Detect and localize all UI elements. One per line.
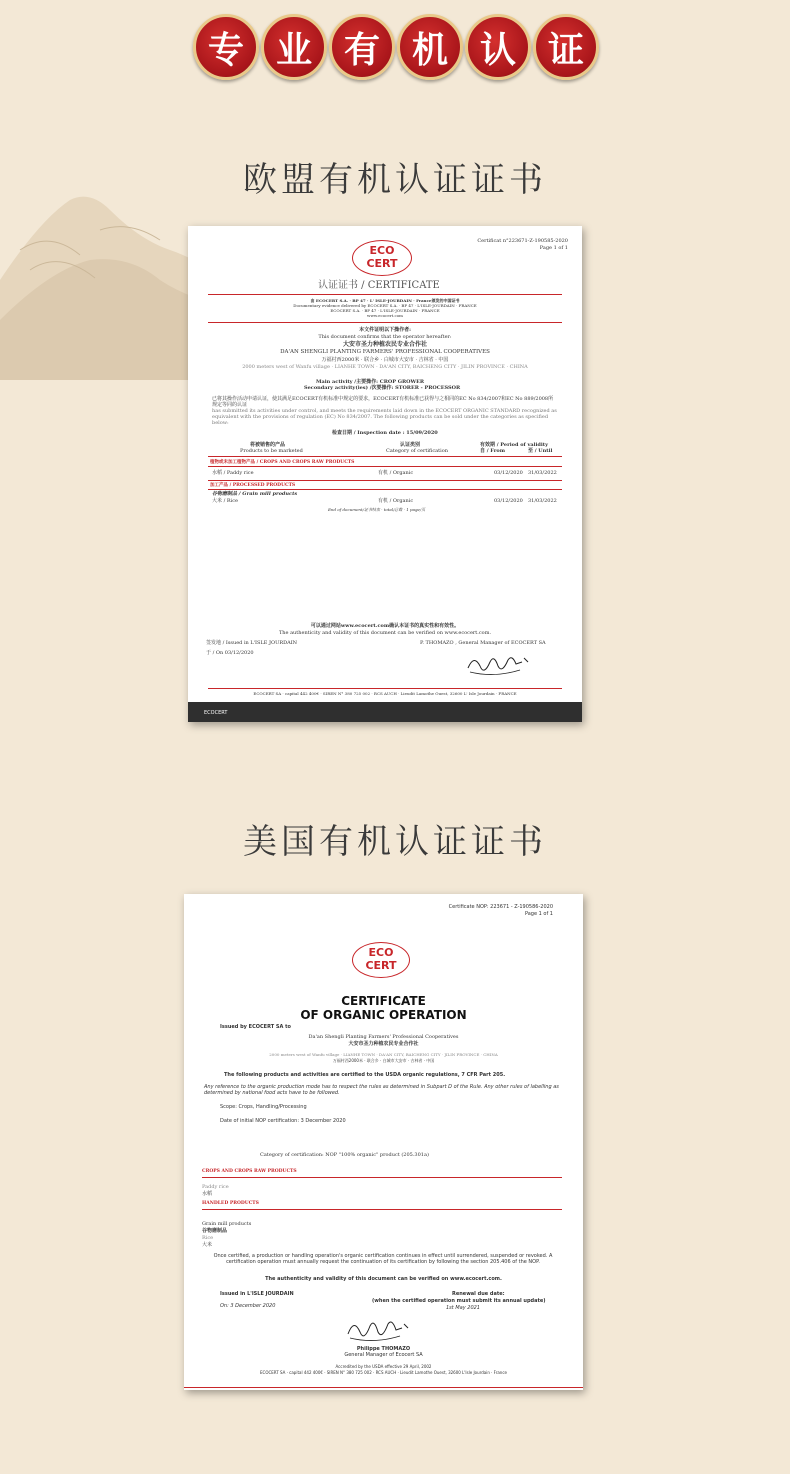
header-badge: 认 [465,14,531,80]
column-header: 至 / Until [528,448,553,454]
certificate-title: 认证证书 / CERTIFICATE [318,280,440,291]
header-badge: 业 [261,14,327,80]
operator-cn: 大安市圣力种植农民专业合作社 [348,1041,419,1047]
column-header: Products to be marketed [240,448,303,454]
category-heading: HANDLED PRODUCTS [202,1201,259,1206]
divider [208,489,562,490]
header-badge: 机 [397,14,463,80]
category-heading: 植物或未加工植物产品 / CROPS AND CROPS RAW PRODUCTS [210,460,355,465]
accreditation: Accredited by the USDA effective 29 April, 2002 [335,1364,432,1369]
eu-certificate [188,226,582,722]
list-item: Grain mill products [202,1221,252,1227]
column-header: 认证类别 [400,442,421,448]
us-section-title: 美国有机认证证书 [243,822,547,862]
confirm-cn: 本文件证明以下操作者: [359,327,411,333]
table-row: 31/03/2022 [528,470,557,476]
ecocert-logo: ECO CERT [352,942,410,978]
divider [184,1387,583,1388]
list-item: 大米 [202,1242,213,1248]
issuer-line: Documentary evidence delivered by ECOCERT S.A. · BP 47 · L'ISLE-JOURDAIN · FRANCE [293,303,477,308]
table-row: 水稻 / Paddy rice [212,470,254,476]
issued-in: Issued in L'ISLE JOURDAIN [220,1291,294,1297]
statement-cn: 已将其操作活动申请认证，使其满足ECOCERT有机标准中规定的要求，ECOCERT有机标准已获得与之相同的EC No 834/2007和EC No 889/2008所规定等同的认证 [212,396,554,408]
table-row: 31/03/2022 [528,498,557,504]
statement-en: has submitted its activities under control, and meets the requirements laid down in the ECOCERT ORGANIC STANDARD recognized as equivalent with the provisions of regulation (EC) No 834/2007. The following products can be sold under the categories as specified below: [212,408,557,426]
certified-line: The following products and activities are certified to the USDA organic regulations, 7 CFR Part 205. [224,1072,506,1078]
issue-date: On: 3 December 2020 [220,1303,276,1309]
footer-text: ECOCERT SA · capital 442 400€ · SIREN N° 380 725 002 · RCS AUCH · Lieudit Lamothe Ouest, 32600 L'Isle Jourdain · France [260,1370,507,1375]
footer-text: ECOCERT SA · capital 442 400€ · SIREN N° 380 725 002 · RCS AUCH · Lieudit Lamothe Ouest, 32600 L' Isle Jourdain · FRANCE [253,691,517,696]
list-item: Rice [202,1235,214,1241]
scope: Scope: Crops, Handling/Processing [220,1104,307,1110]
header-badge: 证 [533,14,599,80]
signature-icon [344,1314,414,1346]
footer-bar [188,702,582,722]
column-header: Category of certification [386,448,448,454]
column-header: 自 / From [480,448,506,454]
divider [208,480,562,481]
issuer-line: 由 ECOCERT S.A. · BP 47 · L' ISLE-JOURDAIN · France颁发的中国证书 [310,298,460,303]
initial-date: Date of initial NOP certification: 3 December 2020 [220,1118,346,1124]
header-badge: 有 [329,14,395,80]
operator-cn: 大安市圣力种植农民专业合作社 [342,341,427,348]
ecocert-logo: ECO CERT [352,240,412,276]
issue-date: 于 / On 03/12/2020 [206,650,254,656]
divider [208,688,562,689]
table-row: 03/12/2020 [494,470,523,476]
header-badge: 专 [193,14,259,80]
signer: Philippe THOMAZO [356,1346,411,1352]
signature-icon [464,650,534,680]
cert-number: Certificat n°223671-Z-190585-2020 [477,238,568,244]
reference-line: Any reference to the organic production mode has to respect the rules as determined in Subpart D of the Rule. Any other rules of labelling as determined by national food acts have to be followed. [204,1084,559,1096]
table-row: 有机 / Organic [378,498,414,504]
issuer-line: www.ecocert.com [367,313,403,318]
inspection-date: 检查日期 / Inspection date : 15/09/2020 [332,430,438,436]
issued-by: Issued by ECOCERT SA to [220,1024,291,1030]
cert-number: Certificate NOP: 223671 - Z-190586-2020 [448,904,553,910]
renewal-note: (when the certified operation must submit its annual update) [372,1298,546,1304]
us-certificate [184,894,583,1390]
renewal-date: 1st May 2021 [446,1305,480,1311]
list-item: 水稻 [202,1191,213,1197]
address-en: 2000 meters west of Wanfu village · LIANHE TOWN · DA'AN CITY, BAICHENG CITY · JILIN PROVINCE · CHINA [269,1052,498,1057]
divider [202,1209,562,1210]
category-heading: 加工产品 / PROCESSED PRODUCTS [210,483,296,488]
footer-brand: ECOCERT [204,710,228,716]
header-badges [193,14,603,80]
page-number: Page 1 of 1 [539,245,568,251]
list-item: Paddy rice [202,1184,229,1190]
address-en: 2000 meters west of Wanfu village · LIANHE TOWN · DA'AN CITY, BAICHENG CITY · JILIN PROVINCE · CHINA [242,364,528,370]
address-cn: 万福村西2000米 · 联合乡 · 白城市大安市 · 吉林省 · 中国 [332,1058,435,1063]
renewal-label: Renewal due date: [452,1291,505,1297]
eu-section-title: 欧盟有机认证证书 [243,160,547,200]
list-item: 谷物磨制品 [202,1228,228,1234]
operator-en: Da'an Shengli Planting Farmers' Professional Cooperatives [308,1034,459,1040]
certificate-subtitle: OF ORGANIC OPERATION [300,1008,467,1022]
category: Category of certification: NOP "100% organic" product (205.301a) [260,1152,429,1158]
divider [208,456,562,457]
table-row: 03/12/2020 [494,498,523,504]
issuer-line: ECOCERT S.A. · BP 47 · L'ISLE-JOURDAIN · FRANCE [330,308,440,313]
divider [208,322,562,323]
operator-en: DA'AN SHENGLI PLANTING FARMERS' PROFESSIONAL COOPERATIVES [280,349,490,355]
confirm-en: This document confirms that the operator hereafter: [318,334,452,340]
column-header: 将被销售的产品 [250,442,286,448]
verify-cn: 可以通过网站www.ecocert.com确认本证书的真实性和有效性。 [310,623,460,629]
main-activity: Main activity /主要操作: CROP GROWER [316,379,425,385]
divider [202,1177,562,1178]
verify-text: The authenticity and validity of this document can be verified on www.ecocert.com. [265,1276,502,1282]
certificate-title: CERTIFICATE [341,994,426,1008]
table-row: 有机 / Organic [378,470,414,476]
signer-title: General Manager of Ecocert SA [344,1352,423,1358]
column-header: 有效期 / Period of validity [480,442,549,448]
signer: P. THOMAZO , General Manager of ECOCERT SA [420,640,546,646]
category-heading: CROPS AND CROPS RAW PRODUCTS [202,1169,297,1174]
end-of-document: End of document/证书结束 · total/总数 · 1 page/页 [328,507,426,512]
divider [208,294,562,295]
verify-en: The authenticity and validity of this document can be verified on www.ecocert.com. [278,630,492,636]
table-row: 大米 / Rice [212,498,238,504]
page-number: Page 1 of 1 [524,911,553,917]
secondary-activity: Secondary activity(ies) /次要操作: STORER - PROCESSOR [304,385,461,391]
divider [208,466,562,467]
address-cn: 万福村西2000米 · 联合乡 · 白城市大安市 · 吉林省 · 中国 [321,357,449,363]
once-certified: Once certified, a production or handling operation's organic certification continues in effect until surrendered, suspended or revoked. A certification operation must annually request the continuation of its certification by following the section 205.406 of the NOP. [213,1253,553,1265]
issued-in: 签发地 / Issued in L'ISLE JOURDAIN [206,640,298,646]
table-row: 谷物磨制品 / Grain mill products [212,491,298,497]
